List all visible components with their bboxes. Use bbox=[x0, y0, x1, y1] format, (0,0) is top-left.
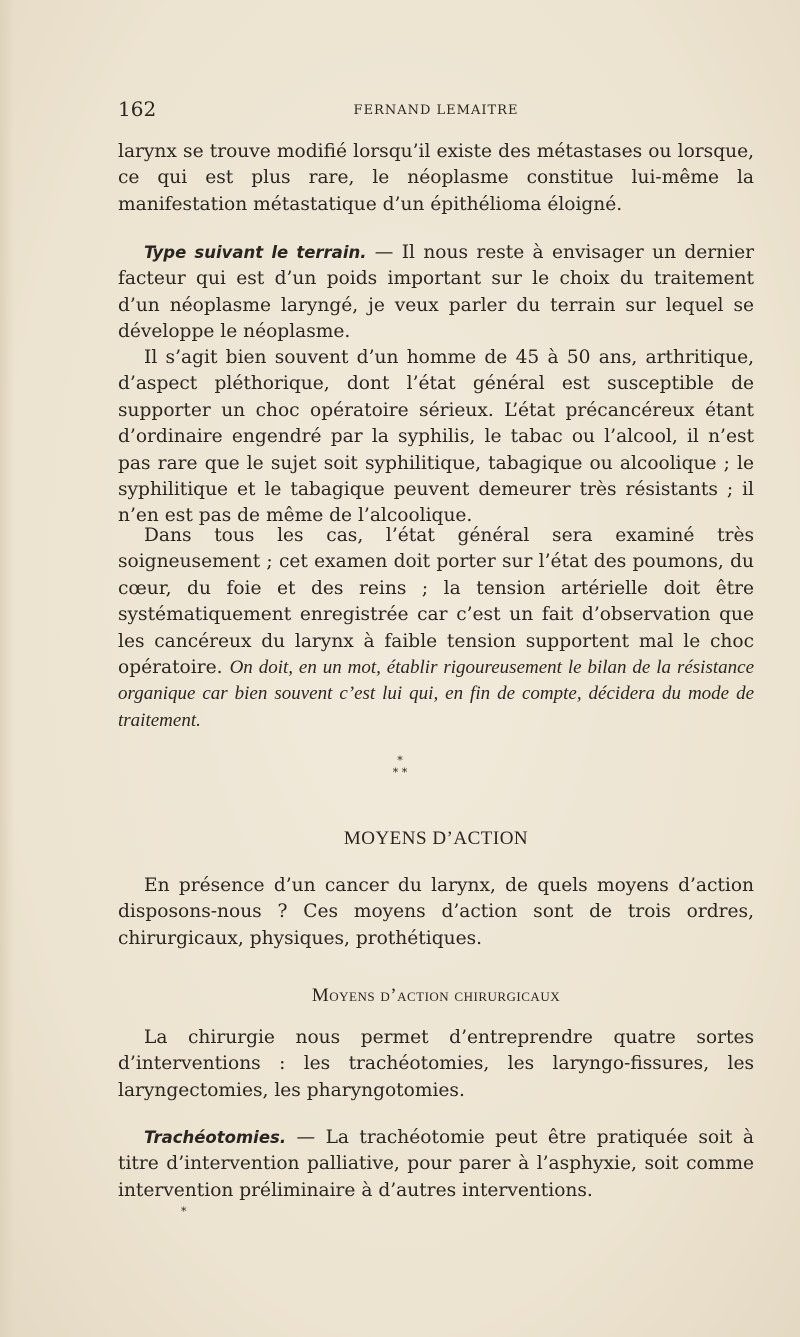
cas-body: Dans tous les cas, l’état général sera examiné très soigneusement ; cet examen doit porter sur l’état des poumons, du cœur, du foie et des reins ; la tension artérielle doit être systématiquement enregistrée car c’est un fait d’observation que les cancéreux du larynx à faible tension supportent mal le choc opératoire. bbox=[118, 525, 754, 679]
paragraph-tracheotomies bbox=[118, 1125, 754, 1204]
page-number: 162 bbox=[118, 97, 157, 121]
paragraph-presence bbox=[118, 873, 754, 952]
paragraph-cas bbox=[118, 523, 754, 734]
paragraph-intro bbox=[118, 139, 754, 218]
paragraph-tracheotomies-text bbox=[118, 1125, 754, 1204]
paragraph-terrain-text bbox=[118, 240, 754, 346]
asterism-top: * bbox=[397, 754, 403, 767]
paragraph-homme-text: Il s’agit bien souvent d’un homme de 45 à 50 ans, arthritique, d’aspect pléthorique, dont l’état général est susceptible de supporter un choc opératoire sérieux. L’état précancéreux étant d’ordinaire engendré par la syphilis, le tabac ou l’alcool, il n’est pas rare que le sujet soit syphilitique, tabagique ou alcoolique ; le syphilitique et le tabagique peuvent demeurer très résistants ; il n’en est pas de même de l’alcoolique. bbox=[118, 347, 754, 527]
running-head bbox=[118, 97, 754, 125]
paragraph-chirurgie bbox=[118, 1025, 754, 1104]
tracheotomies-body: — La trachéotomie peut être pratiquée soit à titre d’intervention palliative, pour parer à l’asphyxie, soit comme intervention préliminaire à d’autres interventions. bbox=[118, 1127, 754, 1201]
paragraph-intro-text: larynx se trouve modifié lorsqu’il existe des métastases ou lorsque, ce qui est plus rare, le néoplasme constitue lui-même la manifestation métastatique d’un épithélioma éloigné. bbox=[118, 141, 754, 215]
asterism-bottom: * * bbox=[392, 766, 408, 779]
cas-italic: On doit, en un mot, établir rigoureusement le bilan de la résistance organique car bien souvent c’est lui qui, en fin de compte, décidera du mode de traitement. bbox=[118, 657, 754, 731]
running-title: FERNAND LEMAITRE bbox=[353, 103, 519, 118]
tracheotomies-lead: Trachéotomies. bbox=[144, 1128, 287, 1147]
paragraph-terrain bbox=[118, 240, 754, 346]
subsection-heading: Moyens d’action chirurgicaux bbox=[311, 985, 561, 1006]
margin-star-mark: * bbox=[181, 1205, 187, 1218]
asterism bbox=[380, 755, 420, 785]
scan-edge-shadow bbox=[0, 0, 14, 1337]
paragraph-chirurgie-text: La chirurgie nous permet d’entreprendre quatre sortes d’interventions : les trachéotomies, les laryngo-fissures, les laryngectomies, les pharyngotomies. bbox=[118, 1027, 754, 1101]
paragraph-cas-text bbox=[118, 523, 754, 734]
paragraph-presence-text: En présence d’un cancer du larynx, de quels moyens d’action disposons-nous ? Ces moyens d’action sont de trois ordres, chirurgicaux, physiques, prothétiques. bbox=[118, 875, 754, 949]
section-heading: MOYENS D’ACTION bbox=[343, 828, 529, 849]
terrain-lead: Type suivant le terrain. bbox=[144, 243, 367, 262]
paragraph-homme bbox=[118, 345, 754, 530]
terrain-body: — Il nous reste à envisager un dernier facteur qui est d’un poids important sur le choix du traitement d’un néoplasme laryngé, je veux parler du terrain sur lequel se développe le néoplasme. bbox=[118, 242, 754, 343]
